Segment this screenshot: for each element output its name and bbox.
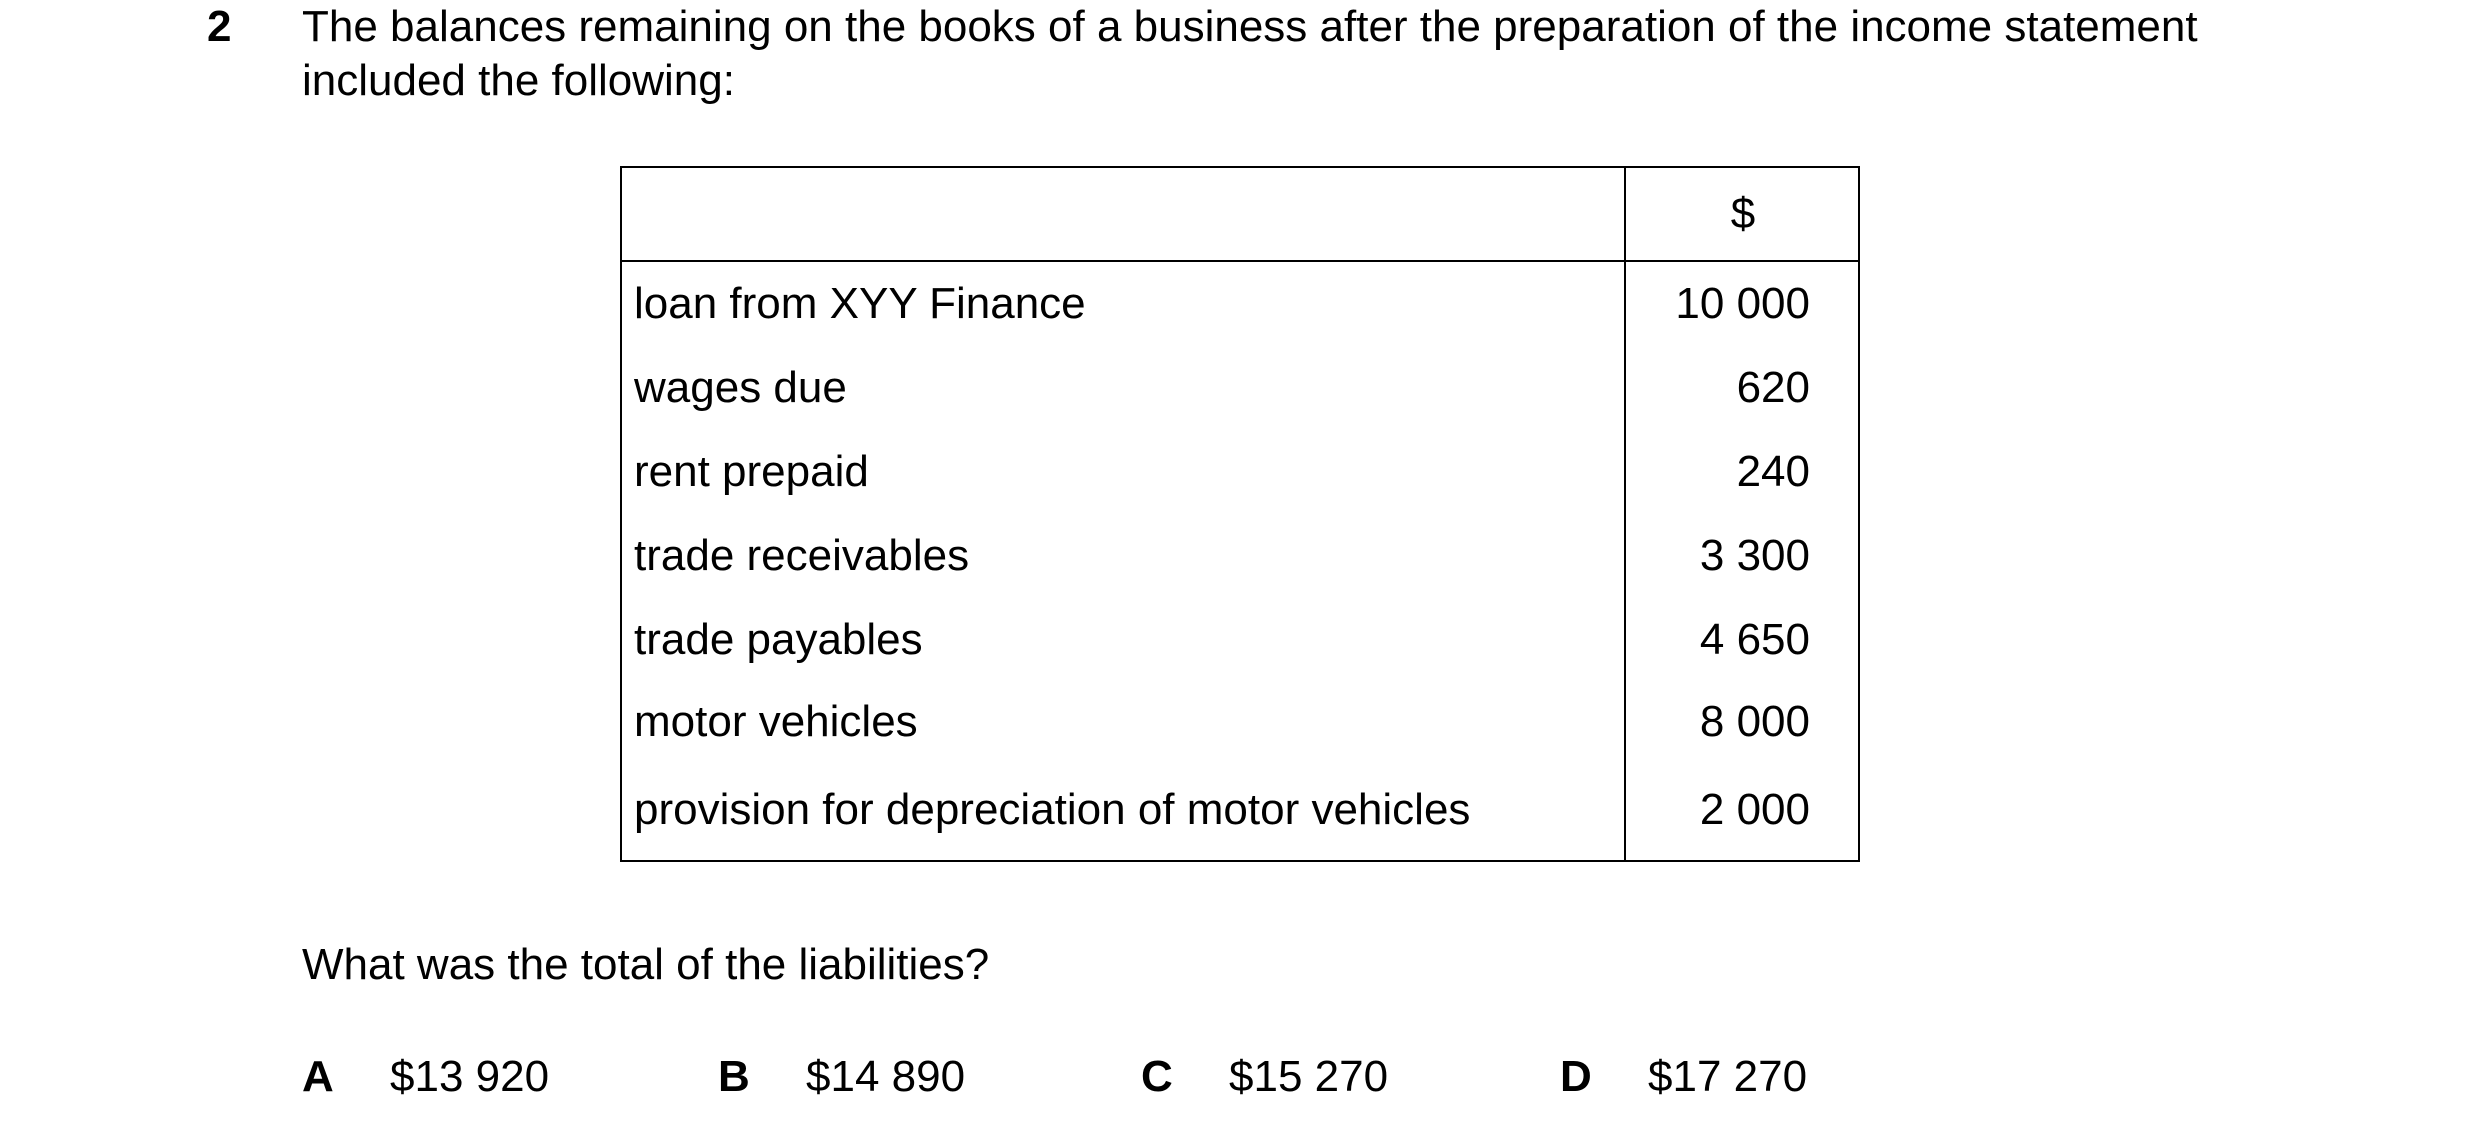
row-label: trade payables — [634, 615, 923, 664]
table-row — [622, 514, 1858, 598]
balances-table — [620, 166, 1860, 862]
row-amount: 620 — [1736, 363, 1810, 412]
table-row — [622, 598, 1858, 682]
option-a — [302, 1050, 549, 1104]
question-number: 2 — [207, 2, 232, 51]
row-amount: 2 000 — [1699, 785, 1810, 834]
option-value: $14 890 — [806, 1052, 966, 1101]
row-amount: 8 000 — [1699, 697, 1810, 746]
question-stem-line-1: The balances remaining on the books of a business after the preparation of the income statement — [302, 2, 2198, 51]
row-label: loan from XYY Finance — [634, 279, 1086, 328]
row-label: wages due — [634, 363, 847, 412]
option-value: $17 270 — [1648, 1052, 1808, 1101]
option-letter: D — [1560, 1052, 1592, 1101]
option-c — [1141, 1050, 1388, 1104]
row-label: provision for depreciation of motor vehicles — [634, 785, 1471, 834]
row-label: motor vehicles — [634, 697, 918, 746]
option-letter: A — [302, 1052, 334, 1101]
row-amount: 4 650 — [1699, 615, 1810, 664]
row-label: rent prepaid — [634, 447, 869, 496]
row-amount: 10 000 — [1675, 279, 1810, 328]
row-amount: 240 — [1736, 447, 1810, 496]
question-stem — [302, 0, 2452, 108]
option-value: $15 270 — [1229, 1052, 1389, 1101]
table-row — [622, 768, 1858, 852]
table-row — [622, 262, 1858, 346]
option-b — [718, 1050, 965, 1104]
option-letter: B — [718, 1052, 750, 1101]
row-amount: 3 300 — [1699, 531, 1810, 580]
row-label: trade receivables — [634, 531, 970, 580]
question-stem-line-2: included the following: — [302, 56, 735, 105]
option-value: $13 920 — [390, 1052, 550, 1101]
question-prompt: What was the total of the liabilities? — [302, 940, 990, 989]
currency-header: $ — [1730, 189, 1756, 238]
table-row — [622, 680, 1858, 764]
option-letter: C — [1141, 1052, 1173, 1101]
table-row — [622, 346, 1858, 430]
option-d — [1560, 1050, 1807, 1104]
table-row — [622, 430, 1858, 514]
